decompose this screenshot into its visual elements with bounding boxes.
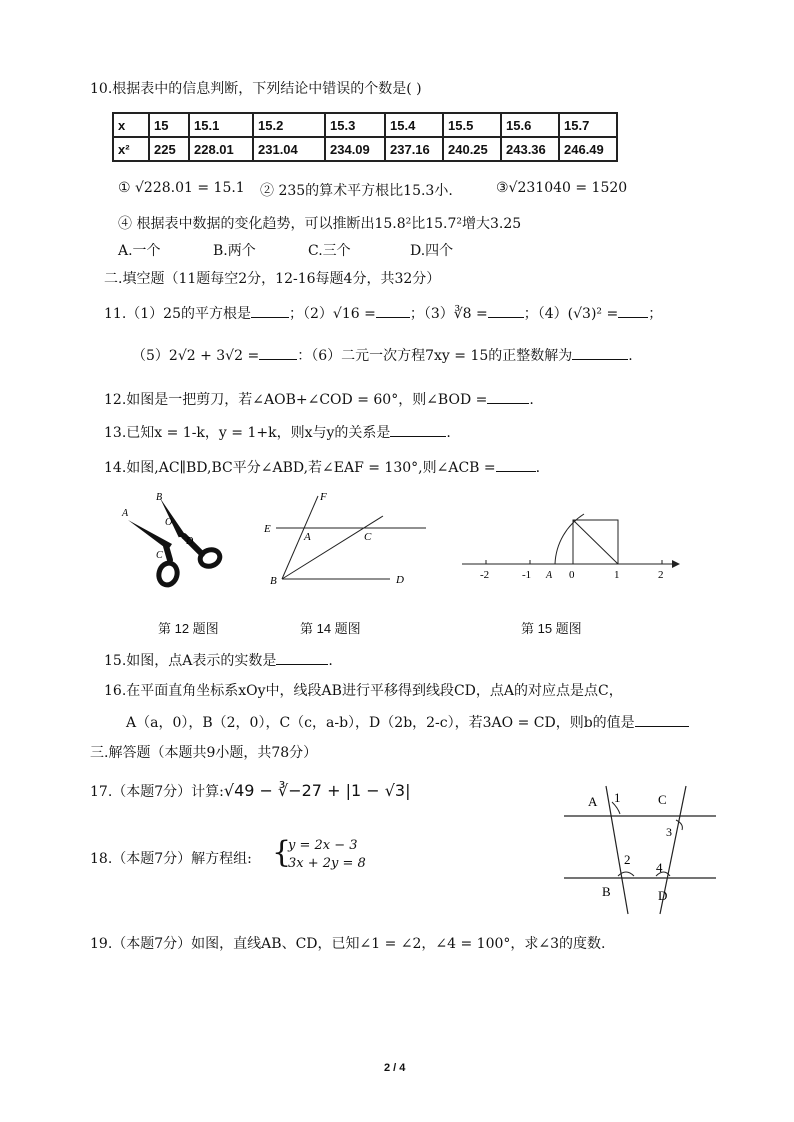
- answer-blank: [390, 422, 446, 437]
- q10-option-a: A.一个: [118, 243, 161, 259]
- fig14-label: C: [364, 531, 372, 543]
- q18-equation-2: 3x + 2y = 8: [288, 856, 366, 871]
- q14-text: 14.如图,AC∥BD,BC平分∠ABD,若∠EAF = 130°,则∠ACB =: [104, 460, 496, 476]
- answer-blank: [496, 457, 536, 472]
- answer-blank: [259, 345, 297, 360]
- table-cell: x: [113, 113, 149, 137]
- caption-fig12: 第 12 题图: [158, 621, 219, 636]
- q10-table: [112, 112, 618, 162]
- answer-blank: [572, 345, 628, 360]
- table-cell: 237.16: [385, 137, 443, 161]
- q12: [104, 389, 534, 409]
- fig14-label: A: [304, 531, 311, 543]
- q13-end: .: [446, 425, 451, 441]
- q11-part1: 11.（1）25的平方根是: [104, 306, 251, 322]
- fig19-label: C: [658, 792, 667, 807]
- q11-part5: ；: [648, 306, 663, 322]
- table-cell: 225: [149, 137, 189, 161]
- table-cell: 243.36: [501, 137, 559, 161]
- q16-line2: [126, 712, 689, 732]
- answer-blank: [488, 303, 524, 318]
- table-cell: 240.25: [443, 137, 501, 161]
- table-cell: 231.04: [253, 137, 325, 161]
- q10-option-d: D.四个: [410, 243, 454, 259]
- figure-15-number-line: [458, 508, 683, 583]
- table-cell: 228.01: [189, 137, 253, 161]
- answer-blank: [251, 303, 289, 318]
- section-3-heading: 三.解答题（本题共9小题，共78分）: [90, 745, 318, 761]
- q19-text: 19.（本题7分）如图，直线AB、CD，已知∠1 = ∠2，∠4 = 100°，求∠3的度数.: [90, 936, 606, 952]
- section-2-heading: 二.填空题（11题每空2分，12-16每题4分，共32分）: [104, 271, 441, 287]
- fig15-label: -1: [522, 569, 532, 581]
- figure-12-scissors: [110, 488, 225, 593]
- q10-option-b: B.两个: [213, 243, 256, 259]
- fig12-label: O: [165, 517, 173, 528]
- q10-statement-4: ④ 根据表中数据的变化趋势，可以推断出15.8²比15.7²增大3.25: [118, 216, 522, 232]
- answer-blank: [618, 303, 648, 318]
- fig12-label: B: [156, 492, 163, 503]
- fig19-label: B: [602, 884, 611, 899]
- q11-part8: .: [628, 348, 633, 364]
- fig14-label: D: [396, 574, 404, 586]
- table-row: [113, 113, 617, 137]
- q12-text: 12.如图是一把剪刀，若∠AOB+∠COD = 60°，则∠BOD =: [104, 392, 488, 408]
- fig19-label: 2: [624, 852, 631, 867]
- answer-blank: [635, 712, 689, 727]
- q10-statement-2: ② 235的算术平方根比15.3小.: [260, 183, 453, 199]
- q16-text: A（a，0），B（2，0），C（c，a-b），D（2b，2-c），若3AO = CD，则b的值是: [126, 715, 635, 731]
- caption-fig15: 第 15 题图: [521, 621, 582, 636]
- fig14-label: B: [270, 575, 277, 587]
- q17: [90, 781, 410, 801]
- q15-end: .: [328, 653, 333, 669]
- q10-statement-3: ③√231040 = 1520: [496, 180, 628, 196]
- answer-blank: [487, 389, 529, 404]
- q10-stem: 10.根据表中的信息判断，下列结论中错误的个数是( ): [90, 81, 422, 97]
- brace-icon: {: [272, 835, 292, 870]
- answer-blank: [376, 303, 410, 318]
- q10-statement-1: ① √228.01 = 15.1: [118, 180, 245, 196]
- q18-equation-1: y = 2x − 3: [288, 838, 358, 853]
- table-cell: 15.1: [189, 113, 253, 137]
- fig12-label: A: [122, 508, 129, 519]
- figure-14: [258, 488, 438, 588]
- table-cell: x²: [113, 137, 149, 161]
- q10-option-c: C.三个: [308, 243, 351, 259]
- fig14-label: F: [320, 491, 327, 503]
- fig15-label: -2: [480, 569, 490, 581]
- q11-part7: ：（6）二元一次方程7xy = 15的正整数解为: [297, 348, 573, 364]
- q18-text: 18.（本题7分）解方程组:: [90, 851, 252, 867]
- table-row: [113, 137, 617, 161]
- q16-line1: 16.在平面直角坐标系xOy中，线段AB进行平移得到线段CD，点A的对应点是点C，: [104, 683, 623, 699]
- table-cell: 15: [149, 113, 189, 137]
- q11-line1: [104, 303, 662, 323]
- fig15-label: A: [546, 570, 553, 581]
- fig19-label: 4: [656, 860, 663, 875]
- q12-end: .: [529, 392, 534, 408]
- q13-text: 13.已知x = 1-k，y = 1+k，则x与y的关系是: [104, 425, 391, 441]
- fig19-label: D: [658, 888, 668, 903]
- q11-line2: [132, 345, 633, 365]
- q17-text: 17.（本题7分）计算:: [90, 784, 224, 800]
- q11-part6: （5）2√2 + 3√2 =: [132, 348, 260, 364]
- q14-end: .: [535, 460, 541, 476]
- fig15-label: 1: [614, 569, 620, 581]
- page-number: 2 / 4: [384, 1062, 406, 1074]
- fig12-label: D: [186, 536, 194, 547]
- fig12-label: C: [156, 550, 163, 561]
- answer-blank: [276, 650, 328, 665]
- q15-text: 15.如图，点A表示的实数是: [104, 653, 277, 669]
- q11-part3: ；（3）∛8 =: [409, 306, 488, 322]
- q14: [104, 457, 540, 477]
- fig14-label: E: [264, 523, 271, 535]
- q15: [104, 650, 333, 670]
- table-cell: 15.3: [325, 113, 385, 137]
- q13: [104, 422, 451, 442]
- fig19-label: A: [588, 794, 598, 809]
- table-cell: 15.7: [559, 113, 617, 137]
- fig19-label: 3: [666, 825, 672, 839]
- table-cell: 15.6: [501, 113, 559, 137]
- fig15-label: 2: [658, 569, 664, 581]
- caption-fig14: 第 14 题图: [300, 621, 361, 636]
- table-cell: 246.49: [559, 137, 617, 161]
- figure-19: [560, 782, 720, 917]
- fig15-label: 0: [569, 569, 575, 581]
- q17-expression: √49 − ∛−27 + |1 − √3|: [223, 781, 411, 800]
- fig19-label: 1: [614, 790, 621, 805]
- table-cell: 15.2: [253, 113, 325, 137]
- table-cell: 15.4: [385, 113, 443, 137]
- q11-part2: ；（2）√16 =: [289, 306, 376, 322]
- q11-part4: ；（4）(√3)² =: [523, 306, 619, 322]
- table-cell: 234.09: [325, 137, 385, 161]
- table-cell: 15.5: [443, 113, 501, 137]
